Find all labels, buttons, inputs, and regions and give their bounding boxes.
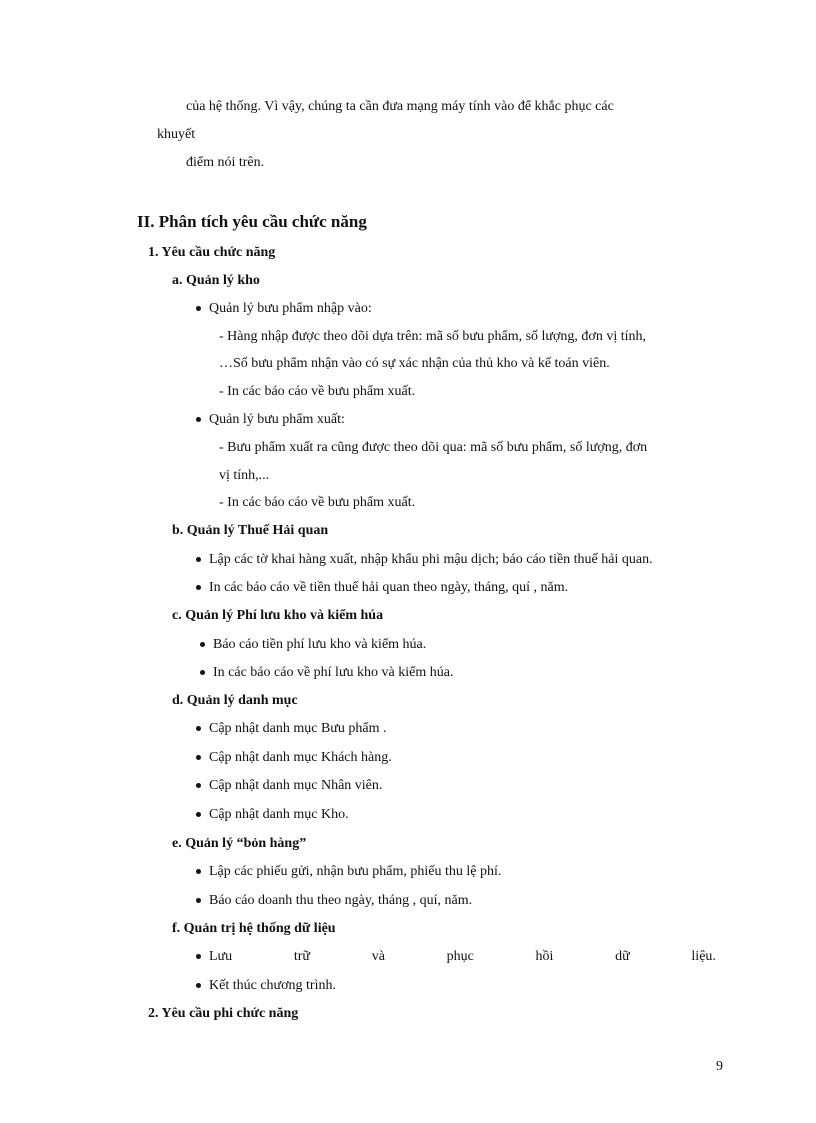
- section-d-item: [196, 777, 382, 795]
- bullet-text: In các báo cáo về tiền thuế hải quan theo ngày, tháng, quí , năm.: [209, 580, 569, 595]
- bullet-icon: [196, 306, 201, 311]
- intro-line-1-text: của hệ thống. Vì vậy, chúng ta cần đưa mạng máy tính vào để khắc phục các: [186, 99, 614, 114]
- bullet-text: In các báo cáo về phí lưu kho và kiểm húa.: [213, 665, 454, 680]
- section-e-item: [196, 863, 501, 881]
- bullet-icon: [196, 898, 201, 903]
- section-b-title: b. Quản lý Thuế Hải quan: [172, 523, 329, 538]
- bullet-icon: [200, 642, 205, 647]
- section-d-item: [196, 806, 349, 824]
- section-c-item: [200, 664, 453, 682]
- bullet-icon: [196, 755, 201, 760]
- word: dữ: [615, 949, 630, 964]
- bullet-text: Lập các tờ khai hàng xuất, nhập khẩu phi mậu dịch; báo cáo tiền thuế hải quan.: [209, 552, 653, 567]
- section-d-item: [196, 720, 387, 738]
- bullet-text: Lập các phiếu gửi, nhận bưu phẩm, phiếu thu lệ phí.: [209, 864, 502, 879]
- word: Lưu: [209, 949, 233, 964]
- subsection-1-title: 1. Yêu cầu chức năng: [148, 245, 276, 260]
- bullet-text: Cập nhật danh mục Khách hàng.: [209, 750, 392, 765]
- section-f-item: [196, 977, 336, 995]
- bullet-icon: [200, 670, 205, 675]
- section-a-title: a. Quản lý kho: [172, 273, 260, 288]
- word: liệu.: [691, 949, 716, 964]
- bullet-text: Cập nhật danh mục Bưu phẩm .: [209, 721, 387, 736]
- word: trữ: [293, 949, 310, 964]
- section-a-b2-line-3: - In các báo cáo về bưu phẩm xuất.: [219, 495, 416, 510]
- section-a-b1-line-1: - Hàng nhập được theo dõi dựa trên: mã số bưu phẩm, số lượng, đơn vị tính,: [219, 329, 646, 344]
- section-c-item: [200, 636, 426, 654]
- word: hồi: [535, 949, 554, 964]
- intro-line-2: khuyết: [157, 127, 196, 142]
- intro-line-1: [186, 98, 716, 116]
- section-a-b1-line-2: …Số bưu phẩm nhận vào có sự xác nhận của thủ kho và kế toán viên.: [219, 356, 610, 371]
- section-a-b1-line-3: - In các báo cáo về bưu phẩm xuất.: [219, 384, 416, 399]
- section-a-b2-line-2: vị tính,...: [219, 468, 270, 483]
- section-a-b2-line-1: - Bưu phẩm xuất ra cũng được theo dõi qua: mã số bưu phẩm, số lượng, đơn: [219, 440, 648, 455]
- intro-line-3: điểm nói trên.: [186, 155, 265, 170]
- bullet-icon: [196, 726, 201, 731]
- word: và: [371, 949, 385, 964]
- bullet-text: Cập nhật danh mục Nhân viên.: [209, 778, 383, 793]
- section-e-item: [196, 892, 472, 910]
- bullet-text: Cập nhật danh mục Kho.: [209, 807, 349, 822]
- section-f-title: f. Quản trị hệ thống dữ liệu: [172, 921, 336, 936]
- page-number: 9: [716, 1059, 723, 1074]
- section-d-item: [196, 749, 392, 767]
- bullet-icon: [196, 417, 201, 422]
- bullet-icon: [196, 557, 201, 562]
- bullet-icon: [196, 954, 201, 959]
- bullet-text: Báo cáo tiền phí lưu kho và kiểm húa.: [213, 637, 427, 652]
- bullet-text: Quản lý bưu phẩm nhập vào:: [209, 301, 372, 316]
- bullet-text: Quản lý bưu phẩm xuất:: [209, 412, 345, 427]
- section-a-bullet-2: [196, 411, 345, 429]
- bullet-icon: [196, 983, 201, 988]
- spread-words: [209, 948, 716, 966]
- bullet-icon: [196, 869, 201, 874]
- bullet-icon: [196, 585, 201, 590]
- section-c-title: c. Quản lý Phí lưu kho và kiểm húa: [172, 608, 384, 623]
- bullet-text: Kết thúc chương trình.: [209, 978, 336, 993]
- section-title: II. Phân tích yêu cầu chức năng: [137, 212, 367, 231]
- bullet-icon: [196, 783, 201, 788]
- section-e-title: e. Quản lý “bỏn hàng”: [172, 836, 307, 851]
- section-b-item: [196, 579, 568, 597]
- subsection-2-title: 2. Yêu cầu phi chức năng: [148, 1006, 299, 1021]
- section-b-item: [196, 551, 653, 569]
- bullet-icon: [196, 812, 201, 817]
- section-f-item-spread: [196, 948, 716, 966]
- section-a-bullet-1: [196, 300, 372, 318]
- word: phục: [446, 949, 474, 964]
- bullet-text: Báo cáo doanh thu theo ngày, tháng , quí, năm.: [209, 893, 473, 908]
- section-d-title: d. Quản lý danh mục: [172, 693, 298, 708]
